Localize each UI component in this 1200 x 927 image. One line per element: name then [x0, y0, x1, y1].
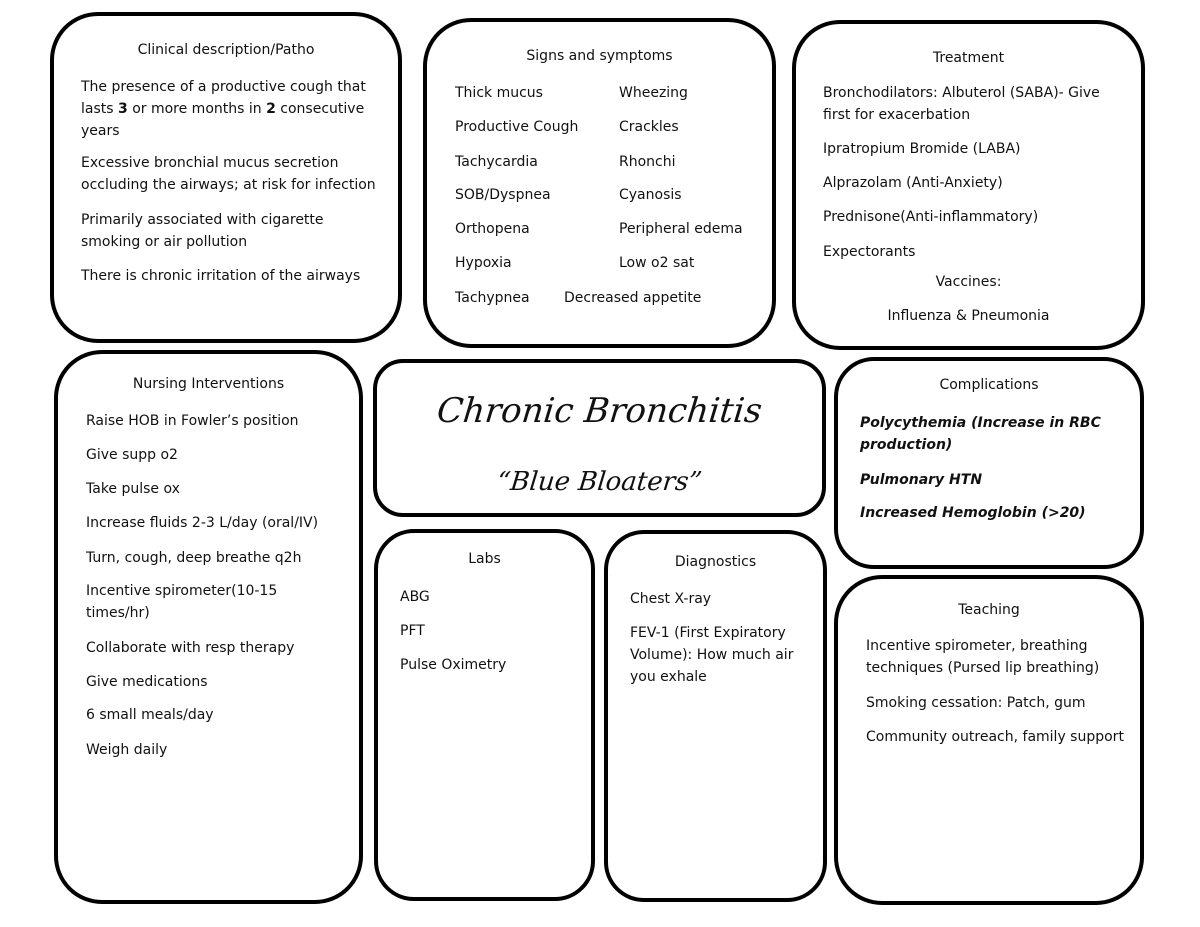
vaccines-value: Influenza & Pneumonia [887, 308, 1050, 324]
lab-item-3: Pulse Oximetry [400, 657, 507, 673]
nursing-item-10: Weigh daily [86, 742, 168, 758]
teaching-item-2: Smoking cessation: Patch, gum [866, 695, 1086, 711]
sign-right-2: Crackles [619, 119, 679, 135]
sign-left-2: Productive Cough [455, 119, 579, 135]
treatment-item-4: Prednisone(Anti-inflammatory) [823, 209, 1039, 225]
sign-left-4: SOB/Dyspnea [455, 187, 551, 203]
nursing-item-6: Incentive spirometer(10-15 times/hr) [86, 583, 278, 621]
nursing-item-4: Increase fluids 2-3 L/day (oral/IV) [86, 515, 319, 531]
labs-title: Labs [468, 551, 501, 567]
clinical-title: Clinical description/Patho [137, 42, 315, 58]
complications-box [834, 357, 1144, 569]
teaching-box [834, 575, 1144, 905]
treatment-item-1: Bronchodilators: Albuterol (SABA)- Give first for exacerbation [823, 85, 1100, 123]
complications-title: Complications [939, 377, 1039, 393]
clinical-text-1-a: The presence of a productive cough that lasts [81, 79, 366, 117]
sign-right-4: Cyanosis [619, 187, 682, 203]
sign-right-3: Rhonchi [619, 154, 676, 170]
nursing-item-9: 6 small meals/day [86, 707, 214, 723]
diagnostics-title: Diagnostics [674, 554, 757, 570]
treatment-title: Treatment [932, 50, 1005, 66]
clinical-text-4: There is chronic irritation of the airways [81, 268, 361, 284]
clinical-text-1-c: consecutive years [81, 101, 365, 139]
sign-left-6: Hypoxia [455, 255, 512, 271]
nursing-item-7: Collaborate with resp therapy [86, 640, 295, 656]
complication-item-3: Increased Hemoglobin (>20) [860, 505, 1086, 521]
clinical-text-3: Primarily associated with cigarette smoking or air pollution [81, 212, 324, 250]
teaching-item-1: Incentive spirometer, breathing techniques (Pursed lip breathing) [866, 638, 1100, 676]
nursing-interventions-box [54, 350, 363, 904]
signs-symptoms-box [423, 18, 776, 348]
diagnostic-item-1: Chest X-ray [630, 591, 712, 607]
nursing-item-3: Take pulse ox [86, 481, 180, 497]
nursing-item-1: Raise HOB in Fowler’s position [86, 413, 299, 429]
sign-right-1: Wheezing [619, 85, 688, 101]
clinical-text-1-b: or more months in [127, 101, 267, 117]
diagnostics-box [604, 530, 827, 902]
nursing-item-5: Turn, cough, deep breathe q2h [86, 550, 302, 566]
nursing-title: Nursing Interventions [132, 376, 285, 392]
main-title: Chronic Bronchitis [435, 391, 764, 431]
signs-title: Signs and symptoms [526, 48, 673, 64]
treatment-item-3: Alprazolam (Anti-Anxiety) [823, 175, 1003, 191]
sign-right-7: Decreased appetite [564, 290, 702, 306]
main-subtitle: “Blue Bloaters” [495, 467, 704, 497]
clinical-text-2: Excessive bronchial mucus secretion occluding the airways; at risk for infection [81, 155, 376, 193]
treatment-box [792, 20, 1145, 350]
center-title-box [373, 359, 826, 517]
nursing-item-2: Give supp o2 [86, 447, 178, 463]
clinical-text-1 [81, 76, 381, 142]
nursing-item-8: Give medications [86, 674, 208, 690]
sign-left-7: Tachypnea [455, 290, 530, 306]
vaccines-label: Vaccines: [935, 274, 1002, 290]
teaching-title: Teaching [958, 602, 1020, 618]
teaching-item-3: Community outreach, family support [866, 729, 1124, 745]
labs-box [374, 529, 595, 901]
lab-item-2: PFT [400, 623, 425, 639]
lab-item-1: ABG [400, 589, 430, 605]
sign-left-3: Tachycardia [455, 154, 538, 170]
complication-item-1: Polycythemia (Increase in RBC production) [860, 415, 1101, 453]
sign-right-6: Low o2 sat [619, 255, 695, 271]
treatment-item-2: Ipratropium Bromide (LABA) [823, 141, 1021, 157]
clinical-num-2: 2 [266, 101, 276, 117]
clinical-description-box [50, 12, 402, 343]
treatment-item-5: Expectorants [823, 244, 916, 260]
complication-item-2: Pulmonary HTN [860, 472, 983, 488]
diagnostic-item-2: FEV-1 (First Expiratory Volume): How much air you exhale [630, 625, 794, 685]
sign-right-5: Peripheral edema [619, 221, 743, 237]
sign-left-5: Orthopena [455, 221, 530, 237]
clinical-num-3: 3 [118, 101, 128, 117]
sign-left-1: Thick mucus [455, 85, 543, 101]
